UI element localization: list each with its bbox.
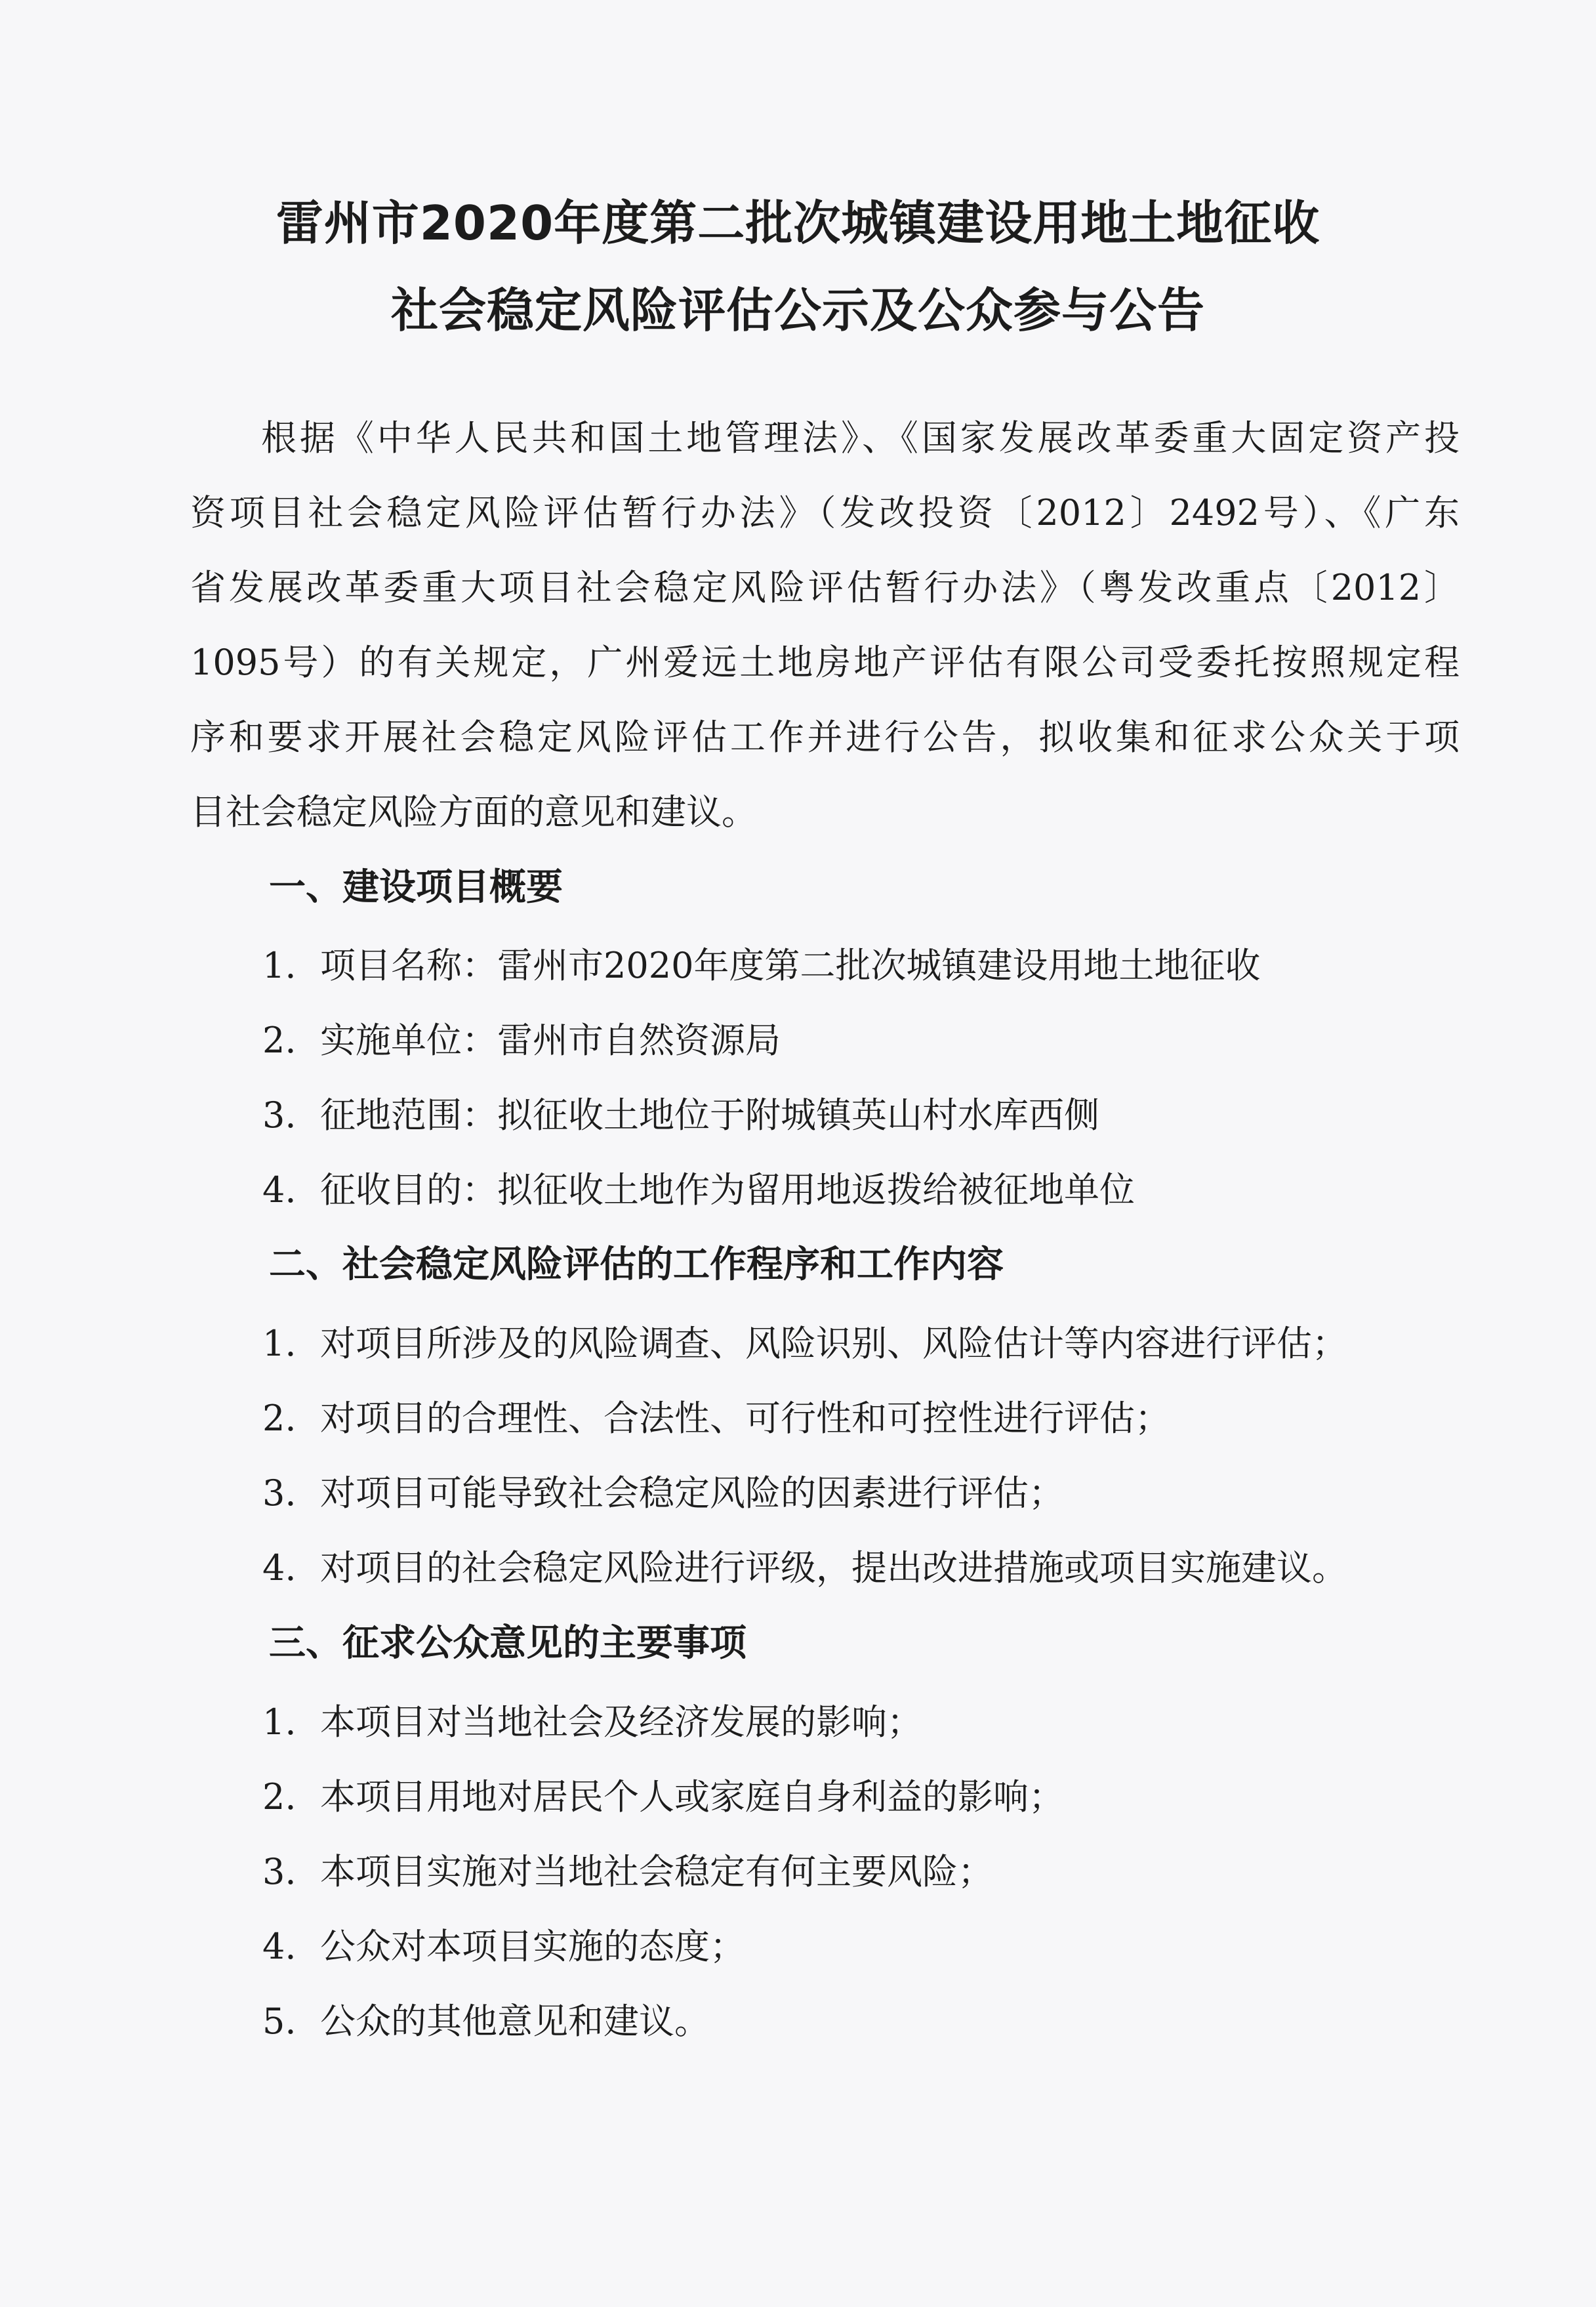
section-heading-public-opinion-items: 三、征求公众意见的主要事项 <box>269 1622 747 1665</box>
list-item-text: 对项目所涉及的风险调查、风险识别、风险估计等内容进行评估； <box>320 1323 1347 1364</box>
intro-line: 目社会稳定风险方面的意见和建议。 <box>190 791 757 833</box>
list-item-number: 1. <box>262 1701 297 1743</box>
list-item-text: 公众的其他意见和建议。 <box>320 2001 710 2042</box>
list-item-number: 4. <box>262 1169 297 1211</box>
list-item-text: 实施单位：雷州市自然资源局 <box>320 1020 781 1061</box>
list-item-number: 3. <box>262 1851 297 1892</box>
list-item-text: 本项目对当地社会及经济发展的影响； <box>320 1701 922 1743</box>
list-item-text: 本项目用地对居民个人或家庭自身利益的影响； <box>320 1776 1064 1818</box>
list-item-number: 4. <box>262 1547 297 1589</box>
list-item <box>262 1699 922 1745</box>
section-heading-project-overview: 一、建设项目概要 <box>269 866 563 909</box>
document-title-line-1: 雷州市2020年度第二批次城镇建设用地土地征收 <box>276 196 1320 251</box>
list-item <box>262 943 1260 989</box>
intro-line: 根据《中华人民共和国土地管理法》、《国家发展改革委重大固定资产投 <box>261 417 1460 459</box>
list-item <box>262 1774 1064 1820</box>
list-item <box>262 1545 1347 1591</box>
list-item <box>262 1924 745 1970</box>
list-item-text: 公众对本项目实施的态度； <box>320 1926 745 1967</box>
list-item <box>262 1470 1064 1516</box>
list-item-number: 2. <box>262 1776 297 1818</box>
list-item <box>262 1396 1170 1442</box>
list-item <box>262 1018 781 1064</box>
intro-line: 序和要求开展社会稳定风险评估工作并进行公告，拟收集和征求公众关于项 <box>190 717 1460 758</box>
document-title-line-2: 社会稳定风险评估公示及公众参与公告 <box>390 283 1205 338</box>
list-item <box>262 1999 710 2045</box>
list-item-text: 对项目的合理性、合法性、可行性和可控性进行评估； <box>320 1398 1170 1439</box>
intro-line: 资项目社会稳定风险评估暂行办法》（发改投资〔2012〕2492号）、《广东 <box>190 492 1460 533</box>
list-item-text: 项目名称：雷州市2020年度第二批次城镇建设用地土地征收 <box>320 945 1261 986</box>
list-item-text: 征收目的：拟征收土地作为留用地返拨给被征地单位 <box>320 1169 1135 1211</box>
section-heading-assessment-procedure: 二、社会稳定风险评估的工作程序和工作内容 <box>269 1243 1004 1286</box>
intro-line: 1095号）的有关规定，广州爱远土地房地产评估有限公司受委托按照规定程 <box>190 642 1460 683</box>
list-item-text: 对项目的社会稳定风险进行评级，提出改进措施或项目实施建议。 <box>320 1547 1347 1589</box>
intro-line: 省发展改革委重大项目社会稳定风险评估暂行办法》（粤发改重点〔2012〕 <box>190 567 1460 608</box>
list-item-number: 1. <box>262 1323 297 1364</box>
list-item-text: 本项目实施对当地社会稳定有何主要风险； <box>320 1851 993 1892</box>
list-item-number: 2. <box>262 1020 297 1061</box>
list-item-number: 1. <box>262 945 297 986</box>
list-item-number: 3. <box>262 1094 297 1136</box>
list-item-text: 征地范围：拟征收土地位于附城镇英山村水库西侧 <box>320 1094 1099 1136</box>
list-item-text: 对项目可能导致社会稳定风险的因素进行评估； <box>320 1472 1064 1514</box>
list-item <box>262 1092 1099 1138</box>
list-item <box>262 1167 1135 1213</box>
list-item-number: 2. <box>262 1398 297 1439</box>
list-item-number: 4. <box>262 1926 297 1967</box>
list-item <box>262 1849 993 1895</box>
list-item-number: 5. <box>262 2001 297 2042</box>
list-item-number: 3. <box>262 1472 297 1514</box>
list-item <box>262 1321 1347 1367</box>
